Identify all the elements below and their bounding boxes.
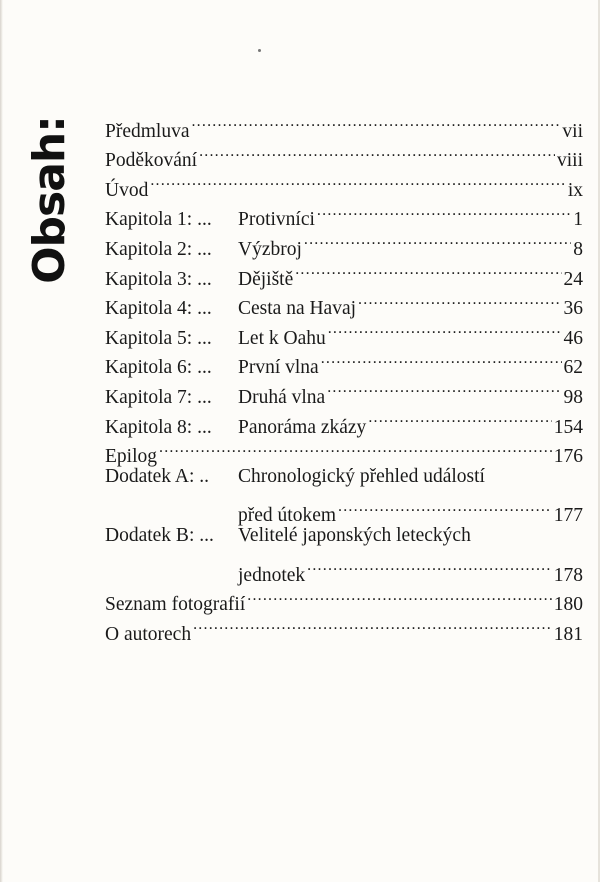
dot-leader [328, 314, 562, 344]
toc-entry [105, 314, 583, 349]
dot-leader [327, 373, 561, 403]
toc-prefix: Kapitola 3: ... [105, 268, 212, 290]
toc-row [105, 581, 583, 616]
toc-entry [105, 403, 583, 438]
toc-entry [105, 521, 583, 586]
dot-leader [307, 551, 552, 581]
toc-row [105, 521, 583, 551]
toc-page-number: 8 [573, 238, 583, 260]
toc-page-number: 36 [563, 298, 583, 320]
toc-prefix: Kapitola 1: ... [105, 209, 212, 231]
toc-title-continuation: jednotek [238, 564, 306, 586]
toc-row [105, 403, 583, 438]
toc-entry [105, 462, 583, 527]
toc-page-number: 1 [573, 209, 583, 231]
toc-entry [105, 285, 583, 320]
toc-row [105, 433, 583, 468]
toc-title: Let k Oahu [238, 327, 326, 349]
toc-entry [105, 373, 583, 408]
toc-page-number: 24 [563, 268, 583, 290]
toc-row [105, 196, 583, 231]
paper-speck [258, 49, 261, 52]
dot-leader [150, 166, 565, 196]
toc-row [105, 255, 583, 290]
toc-title: Seznam fotografií [105, 594, 246, 616]
toc-page-number: 181 [553, 623, 583, 645]
toc-page-number: vii [562, 120, 583, 142]
toc-title: Výzbroj [238, 238, 302, 260]
toc-entry [105, 107, 583, 142]
toc-entry [105, 196, 583, 231]
dot-leader [295, 255, 561, 285]
toc-title: Chronologický přehled událostí [238, 466, 485, 488]
dot-leader [317, 196, 571, 226]
toc-prefix: Dodatek B: ... [105, 525, 214, 547]
toc-row [105, 166, 583, 201]
toc-row [105, 285, 583, 320]
toc-entry [105, 610, 583, 645]
dot-leader [247, 581, 552, 611]
toc-page-number: 178 [553, 564, 583, 586]
toc-entry [105, 166, 583, 201]
toc-prefix: Kapitola 5: ... [105, 327, 212, 349]
toc-title-continuation: před útokem [238, 505, 337, 527]
toc-row [105, 610, 583, 645]
toc-entry [105, 225, 583, 260]
toc-prefix: Kapitola 6: ... [105, 357, 212, 379]
toc-title: Předmluva [105, 120, 190, 142]
toc-row [105, 107, 583, 142]
dot-leader [199, 137, 555, 167]
toc-entry [105, 255, 583, 290]
toc-row [105, 373, 583, 408]
toc-entry [105, 344, 583, 379]
toc-title: Velitelé japonských leteckých [238, 525, 471, 547]
toc-entry [105, 137, 583, 172]
toc-title: Druhá vlna [238, 386, 326, 408]
dot-leader [191, 107, 560, 137]
toc-title: První vlna [238, 357, 319, 379]
toc-title: Epilog [105, 446, 157, 468]
toc-title: Poděkování [105, 150, 198, 172]
toc-page-number: ix [567, 179, 583, 201]
toc-row [105, 225, 583, 260]
toc-row [105, 462, 583, 492]
toc-entry [105, 581, 583, 616]
toc-title: Dějiště [238, 268, 294, 290]
dot-leader [358, 285, 561, 315]
toc-page-number: 62 [563, 357, 583, 379]
dot-leader [338, 492, 552, 522]
toc-prefix: Kapitola 2: ... [105, 238, 212, 260]
toc-label [105, 620, 191, 650]
toc-row-continuation [105, 551, 583, 586]
toc-title: Cesta na Havaj [238, 298, 357, 320]
toc-entry [105, 433, 583, 468]
toc-row [105, 314, 583, 349]
toc-page-number: 176 [553, 446, 583, 468]
toc-prefix: Kapitola 8: ... [105, 416, 212, 438]
toc-label [105, 462, 485, 492]
page-edge-shadow [0, 0, 3, 882]
toc-label [105, 521, 471, 551]
dot-leader [193, 610, 552, 640]
dot-leader [159, 433, 552, 463]
dot-leader [321, 344, 562, 374]
toc-prefix: Dodatek A: .. [105, 466, 209, 488]
dot-leader [304, 225, 571, 255]
toc-title: Panoráma zkázy [238, 416, 367, 438]
toc-row [105, 344, 583, 379]
toc-row [105, 137, 583, 172]
toc-title: Protivníci [238, 209, 315, 231]
toc-title: Úvod [105, 179, 149, 201]
toc-page-number: 180 [553, 594, 583, 616]
toc-page-number: 46 [563, 327, 583, 349]
toc-row-continuation [105, 492, 583, 527]
toc-heading: Obsah: [24, 116, 75, 284]
toc-title: O autorech [105, 623, 192, 645]
dot-leader [368, 403, 551, 433]
table-of-contents [105, 107, 583, 645]
toc-page-number: 98 [563, 386, 583, 408]
toc-page-number: 177 [553, 505, 583, 527]
toc-prefix: Kapitola 4: ... [105, 298, 212, 320]
toc-page-number: 154 [553, 416, 583, 438]
toc-prefix: Kapitola 7: ... [105, 386, 212, 408]
toc-page-number: viii [556, 150, 583, 172]
